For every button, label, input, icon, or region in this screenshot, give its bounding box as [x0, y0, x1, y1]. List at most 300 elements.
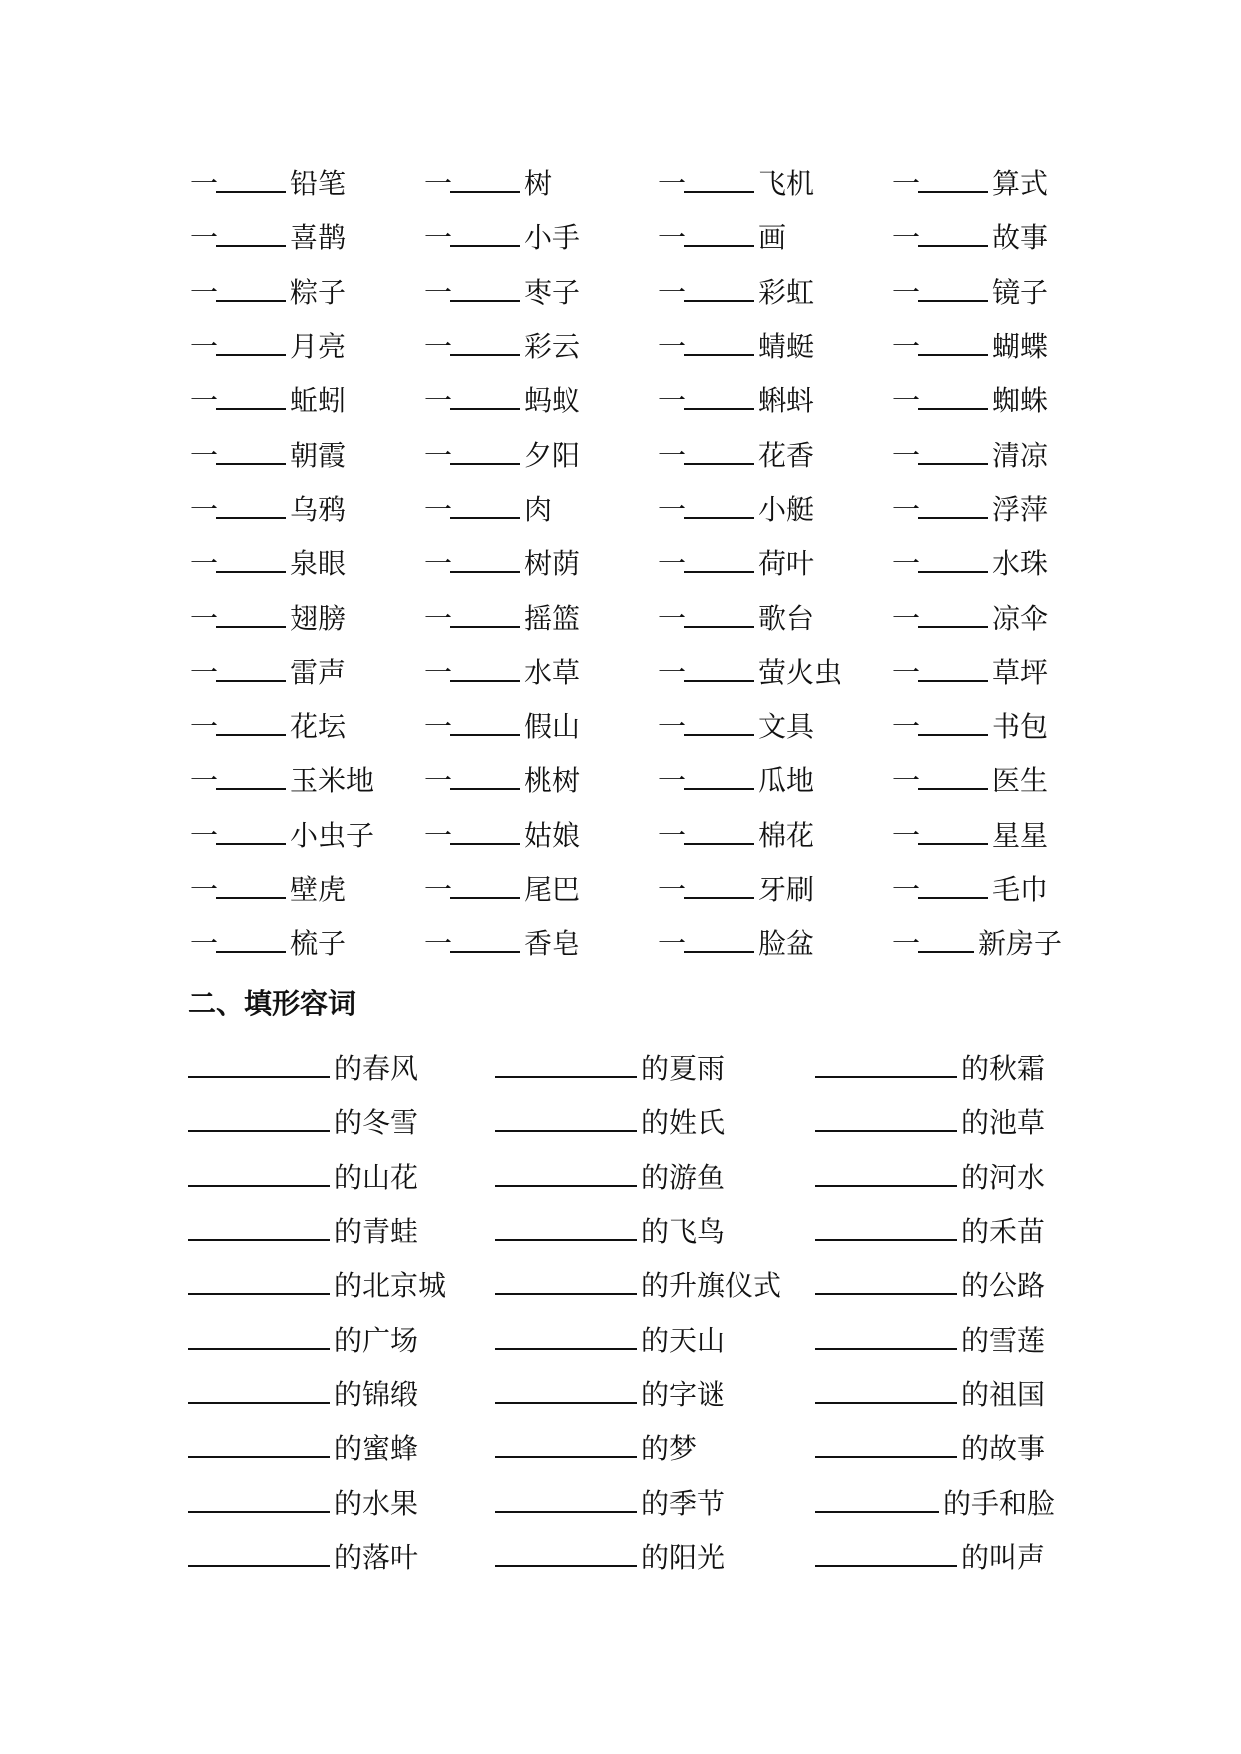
answer-blank[interactable] [918, 386, 988, 410]
noun-label: 画 [758, 221, 787, 255]
answer-blank[interactable] [216, 169, 286, 193]
noun-label: 水珠 [992, 547, 1049, 581]
measure-word-item [190, 325, 424, 365]
prefix-yi: 一 [892, 710, 921, 744]
answer-blank[interactable] [450, 929, 520, 953]
noun-label: 尾巴 [524, 873, 581, 906]
noun-label: 枣子 [524, 275, 581, 309]
answer-blank[interactable] [815, 1543, 957, 1567]
measure-word-row [190, 915, 1062, 969]
measure-word-row [190, 807, 1062, 861]
answer-blank[interactable] [684, 441, 754, 465]
phrase-label: 的天山 [641, 1323, 726, 1357]
prefix-yi: 一 [892, 167, 921, 201]
noun-label: 香皂 [524, 927, 581, 961]
noun-label: 牙刷 [758, 873, 815, 906]
noun-label: 花香 [758, 438, 815, 472]
measure-word-item [892, 814, 1062, 854]
prefix-yi: 一 [892, 221, 921, 255]
phrase-label: 的故事 [961, 1432, 1046, 1466]
prefix-yi: 一 [658, 275, 687, 309]
answer-blank[interactable] [216, 278, 286, 302]
prefix-yi: 一 [892, 601, 921, 635]
prefix-yi: 一 [658, 330, 687, 364]
measure-word-item [658, 434, 892, 474]
noun-label: 梳子 [290, 927, 347, 961]
answer-blank[interactable] [918, 495, 988, 519]
measure-word-item [892, 488, 1062, 528]
answer-blank[interactable] [815, 1054, 957, 1078]
answer-blank[interactable] [815, 1434, 957, 1458]
measure-word-row [190, 589, 1062, 643]
prefix-yi: 一 [424, 927, 453, 961]
answer-blank[interactable] [815, 1271, 957, 1295]
noun-label: 星星 [992, 818, 1049, 852]
adjective-item [815, 1047, 1055, 1087]
answer-blank[interactable] [815, 1217, 957, 1241]
answer-blank[interactable] [450, 821, 520, 845]
answer-blank[interactable] [684, 658, 754, 682]
answer-blank[interactable] [216, 549, 286, 573]
phrase-label: 的池草 [961, 1106, 1046, 1140]
measure-word-item [424, 162, 658, 202]
measure-word-item [658, 597, 892, 637]
adjective-row [188, 1149, 1055, 1203]
prefix-yi: 一 [658, 818, 687, 852]
adjective-item [495, 1156, 815, 1196]
prefix-yi: 一 [424, 710, 453, 744]
noun-label: 新房子 [977, 927, 1062, 961]
answer-blank[interactable] [918, 278, 988, 302]
answer-blank[interactable] [815, 1489, 939, 1513]
measure-word-item [424, 216, 658, 256]
noun-label: 清凉 [992, 438, 1049, 472]
answer-blank[interactable] [918, 875, 988, 899]
adjective-item [495, 1101, 815, 1141]
adjective-item [188, 1536, 495, 1576]
measure-word-item [190, 271, 424, 311]
noun-label: 小虫子 [290, 818, 375, 852]
prefix-yi: 一 [190, 873, 219, 906]
adjective-item [815, 1210, 1055, 1250]
prefix-yi: 一 [190, 655, 219, 689]
measure-word-item [424, 597, 658, 637]
prefix-yi: 一 [424, 492, 453, 526]
measure-word-section [190, 155, 1062, 969]
prefix-yi: 一 [658, 384, 687, 418]
measure-word-row [190, 481, 1062, 535]
prefix-yi: 一 [424, 818, 453, 852]
answer-blank[interactable] [216, 441, 286, 465]
answer-blank[interactable] [495, 1326, 637, 1350]
measure-word-row [190, 752, 1062, 806]
adjective-item [815, 1156, 1055, 1196]
noun-label: 朝霞 [290, 438, 347, 472]
noun-label: 凉伞 [992, 601, 1049, 635]
answer-blank[interactable] [188, 1543, 330, 1567]
measure-word-item [892, 216, 1062, 256]
measure-word-item [892, 542, 1062, 582]
measure-word-item [424, 434, 658, 474]
phrase-label: 的山花 [334, 1160, 419, 1194]
prefix-yi: 一 [190, 764, 219, 798]
answer-blank[interactable] [495, 1380, 637, 1404]
adjective-item [815, 1427, 1055, 1467]
answer-blank[interactable] [495, 1271, 637, 1295]
measure-word-item [658, 868, 892, 908]
prefix-yi: 一 [190, 601, 219, 635]
answer-blank[interactable] [918, 332, 988, 356]
answer-blank[interactable] [918, 766, 988, 790]
answer-blank[interactable] [450, 712, 520, 736]
phrase-label: 的阳光 [641, 1540, 726, 1574]
phrase-label: 的公路 [961, 1269, 1046, 1303]
adjective-item [815, 1264, 1055, 1304]
measure-word-item [658, 542, 892, 582]
adjective-row [188, 1420, 1055, 1474]
answer-blank[interactable] [216, 658, 286, 682]
answer-blank[interactable] [684, 929, 754, 953]
measure-word-item [424, 814, 658, 854]
measure-word-item [190, 868, 424, 908]
answer-blank[interactable] [450, 549, 520, 573]
measure-word-item [424, 379, 658, 419]
prefix-yi: 一 [658, 438, 687, 472]
answer-blank[interactable] [815, 1326, 957, 1350]
phrase-label: 的升旗仪式 [641, 1269, 782, 1303]
answer-blank[interactable] [450, 604, 520, 628]
answer-blank[interactable] [918, 441, 988, 465]
answer-blank[interactable] [216, 386, 286, 410]
answer-blank[interactable] [188, 1271, 330, 1295]
noun-label: 肉 [524, 492, 553, 526]
noun-label: 姑娘 [524, 818, 581, 852]
adjective-item [188, 1101, 495, 1141]
adjective-row [188, 1257, 1055, 1311]
prefix-yi: 一 [892, 384, 921, 418]
answer-blank[interactable] [815, 1380, 957, 1404]
phrase-label: 的冬雪 [334, 1106, 419, 1140]
measure-word-item [424, 488, 658, 528]
answer-blank[interactable] [684, 495, 754, 519]
answer-blank[interactable] [450, 386, 520, 410]
noun-label: 浮萍 [992, 492, 1049, 526]
adjective-row [188, 1094, 1055, 1148]
prefix-yi: 一 [658, 547, 687, 581]
adjective-row [188, 1040, 1055, 1094]
answer-blank[interactable] [216, 495, 286, 519]
answer-blank[interactable] [918, 549, 988, 573]
prefix-yi: 一 [190, 167, 219, 201]
answer-blank[interactable] [188, 1434, 330, 1458]
prefix-yi: 一 [658, 927, 687, 961]
measure-word-item [892, 922, 1062, 962]
measure-word-item [190, 216, 424, 256]
adjective-row [188, 1366, 1055, 1420]
phrase-label: 的字谜 [641, 1377, 726, 1411]
measure-word-item [892, 868, 1062, 908]
noun-label: 蜻蜓 [758, 330, 815, 364]
adjective-item [815, 1536, 1055, 1576]
answer-blank[interactable] [188, 1489, 330, 1513]
prefix-yi: 一 [424, 764, 453, 798]
noun-label: 乌鸦 [290, 492, 347, 526]
measure-word-item [658, 651, 892, 691]
answer-blank[interactable] [684, 766, 754, 790]
prefix-yi: 一 [892, 764, 921, 798]
answer-blank[interactable] [684, 604, 754, 628]
measure-word-item [892, 651, 1062, 691]
measure-word-item [892, 759, 1062, 799]
answer-blank[interactable] [216, 766, 286, 790]
prefix-yi: 一 [190, 330, 219, 364]
prefix-yi: 一 [658, 764, 687, 798]
answer-blank[interactable] [450, 441, 520, 465]
measure-word-item [424, 651, 658, 691]
measure-word-row [190, 426, 1062, 480]
noun-label: 彩虹 [758, 275, 815, 309]
measure-word-item [190, 814, 424, 854]
answer-blank[interactable] [815, 1108, 957, 1132]
noun-label: 夕阳 [524, 438, 581, 472]
answer-blank[interactable] [216, 332, 286, 356]
noun-label: 喜鹊 [290, 221, 347, 255]
phrase-label: 的季节 [641, 1486, 726, 1520]
measure-word-item [190, 488, 424, 528]
answer-blank[interactable] [188, 1326, 330, 1350]
answer-blank[interactable] [450, 495, 520, 519]
prefix-yi: 一 [658, 167, 687, 201]
phrase-label: 的北京城 [334, 1269, 447, 1303]
prefix-yi: 一 [892, 818, 921, 852]
noun-label: 飞机 [758, 167, 815, 201]
noun-label: 草坪 [992, 655, 1049, 689]
measure-word-item [658, 488, 892, 528]
phrase-label: 的祖国 [961, 1377, 1046, 1411]
answer-blank[interactable] [188, 1054, 330, 1078]
answer-blank[interactable] [684, 223, 754, 247]
noun-label: 文具 [758, 710, 815, 744]
adjective-row [188, 1474, 1055, 1528]
prefix-yi: 一 [190, 275, 219, 309]
measure-word-item [190, 379, 424, 419]
measure-word-item [424, 271, 658, 311]
answer-blank[interactable] [495, 1434, 637, 1458]
answer-blank[interactable] [450, 332, 520, 356]
noun-label: 蜘蛛 [992, 384, 1049, 418]
measure-word-item [892, 271, 1062, 311]
prefix-yi: 一 [424, 873, 453, 906]
adjective-row [188, 1311, 1055, 1365]
noun-label: 荷叶 [758, 547, 815, 581]
answer-blank[interactable] [684, 821, 754, 845]
measure-word-row [190, 644, 1062, 698]
measure-word-item [658, 271, 892, 311]
answer-blank[interactable] [495, 1054, 637, 1078]
prefix-yi: 一 [892, 547, 921, 581]
answer-blank[interactable] [918, 929, 974, 953]
adjective-item [188, 1427, 495, 1467]
prefix-yi: 一 [190, 710, 219, 744]
measure-word-item [658, 922, 892, 962]
answer-blank[interactable] [684, 549, 754, 573]
answer-blank[interactable] [918, 821, 988, 845]
answer-blank[interactable] [918, 223, 988, 247]
noun-label: 桃树 [524, 764, 581, 798]
measure-word-item [658, 379, 892, 419]
noun-label: 假山 [524, 710, 581, 744]
measure-word-item [892, 597, 1062, 637]
measure-word-row [190, 372, 1062, 426]
answer-blank[interactable] [495, 1163, 637, 1187]
prefix-yi: 一 [190, 384, 219, 418]
answer-blank[interactable] [684, 169, 754, 193]
answer-blank[interactable] [495, 1108, 637, 1132]
noun-label: 花坛 [290, 710, 347, 744]
measure-word-item [658, 814, 892, 854]
phrase-label: 的飞鸟 [641, 1215, 726, 1249]
measure-word-item [190, 162, 424, 202]
measure-word-item [892, 325, 1062, 365]
answer-blank[interactable] [188, 1108, 330, 1132]
answer-blank[interactable] [450, 766, 520, 790]
measure-word-row [190, 209, 1062, 263]
answer-blank[interactable] [495, 1543, 637, 1567]
noun-label: 毛巾 [992, 873, 1049, 906]
adjective-item [188, 1210, 495, 1250]
measure-word-item [190, 651, 424, 691]
adjective-item [188, 1047, 495, 1087]
measure-word-row [190, 535, 1062, 589]
prefix-yi: 一 [190, 927, 219, 961]
noun-label: 镜子 [992, 275, 1049, 309]
measure-word-item [190, 597, 424, 637]
phrase-label: 的锦缎 [334, 1377, 419, 1411]
measure-word-item [658, 705, 892, 745]
prefix-yi: 一 [424, 384, 453, 418]
measure-word-row [190, 155, 1062, 209]
measure-word-item [424, 868, 658, 908]
noun-label: 小艇 [758, 492, 815, 526]
adjective-item [188, 1156, 495, 1196]
adjective-item [815, 1482, 1055, 1522]
prefix-yi: 一 [190, 492, 219, 526]
answer-blank[interactable] [216, 223, 286, 247]
phrase-label: 的水果 [334, 1486, 419, 1520]
answer-blank[interactable] [188, 1380, 330, 1404]
answer-blank[interactable] [216, 929, 286, 953]
noun-label: 水草 [524, 655, 581, 689]
answer-blank[interactable] [495, 1217, 637, 1241]
noun-label: 树 [524, 167, 553, 201]
answer-blank[interactable] [188, 1217, 330, 1241]
answer-blank[interactable] [216, 604, 286, 628]
adjective-item [188, 1373, 495, 1413]
measure-word-row [190, 861, 1062, 915]
noun-label: 蚯蚓 [290, 384, 347, 418]
adjective-item [495, 1427, 815, 1467]
measure-word-item [892, 705, 1062, 745]
noun-label: 翅膀 [290, 601, 347, 635]
prefix-yi: 一 [424, 438, 453, 472]
answer-blank[interactable] [684, 278, 754, 302]
measure-word-item [658, 162, 892, 202]
phrase-label: 的落叶 [334, 1540, 419, 1574]
measure-word-item [190, 542, 424, 582]
answer-blank[interactable] [918, 658, 988, 682]
answer-blank[interactable] [216, 821, 286, 845]
prefix-yi: 一 [658, 655, 687, 689]
prefix-yi: 一 [892, 655, 921, 689]
measure-word-item [190, 922, 424, 962]
answer-blank[interactable] [684, 712, 754, 736]
phrase-label: 的夏雨 [641, 1052, 726, 1086]
noun-label: 瓜地 [758, 764, 815, 798]
answer-blank[interactable] [188, 1163, 330, 1187]
answer-blank[interactable] [495, 1489, 637, 1513]
phrase-label: 的游鱼 [641, 1160, 726, 1194]
noun-label: 树荫 [524, 547, 581, 581]
phrase-label: 的蜜蜂 [334, 1432, 419, 1466]
measure-word-item [424, 542, 658, 582]
prefix-yi: 一 [424, 167, 453, 201]
phrase-label: 的广场 [334, 1323, 419, 1357]
measure-word-item [892, 162, 1062, 202]
prefix-yi: 一 [424, 655, 453, 689]
noun-label: 蚂蚁 [524, 384, 581, 418]
measure-word-item [424, 325, 658, 365]
answer-blank[interactable] [918, 169, 988, 193]
answer-blank[interactable] [815, 1163, 957, 1187]
measure-word-row [190, 264, 1062, 318]
answer-blank[interactable] [918, 604, 988, 628]
measure-word-item [190, 434, 424, 474]
noun-label: 雷声 [290, 655, 347, 689]
prefix-yi: 一 [424, 547, 453, 581]
phrase-label: 的河水 [961, 1160, 1046, 1194]
measure-word-item [190, 705, 424, 745]
noun-label: 小手 [524, 221, 581, 255]
prefix-yi: 一 [658, 221, 687, 255]
answer-blank[interactable] [450, 875, 520, 899]
adjective-item [815, 1373, 1055, 1413]
answer-blank[interactable] [450, 278, 520, 302]
answer-blank[interactable] [450, 223, 520, 247]
adjective-item [815, 1319, 1055, 1359]
phrase-label: 的春风 [334, 1052, 419, 1086]
phrase-label: 的青蛙 [334, 1215, 419, 1249]
prefix-yi: 一 [658, 873, 687, 906]
answer-blank[interactable] [684, 875, 754, 899]
answer-blank[interactable] [684, 386, 754, 410]
answer-blank[interactable] [684, 332, 754, 356]
prefix-yi: 一 [892, 492, 921, 526]
adjective-item [495, 1264, 815, 1304]
answer-blank[interactable] [918, 712, 988, 736]
answer-blank[interactable] [450, 169, 520, 193]
noun-label: 算式 [992, 167, 1049, 201]
answer-blank[interactable] [216, 712, 286, 736]
measure-word-item [658, 325, 892, 365]
prefix-yi: 一 [892, 438, 921, 472]
answer-blank[interactable] [450, 658, 520, 682]
phrase-label: 的禾苗 [961, 1215, 1046, 1249]
noun-label: 医生 [992, 764, 1049, 798]
prefix-yi: 一 [190, 438, 219, 472]
prefix-yi: 一 [658, 601, 687, 635]
noun-label: 摇篮 [524, 601, 581, 635]
answer-blank[interactable] [216, 875, 286, 899]
